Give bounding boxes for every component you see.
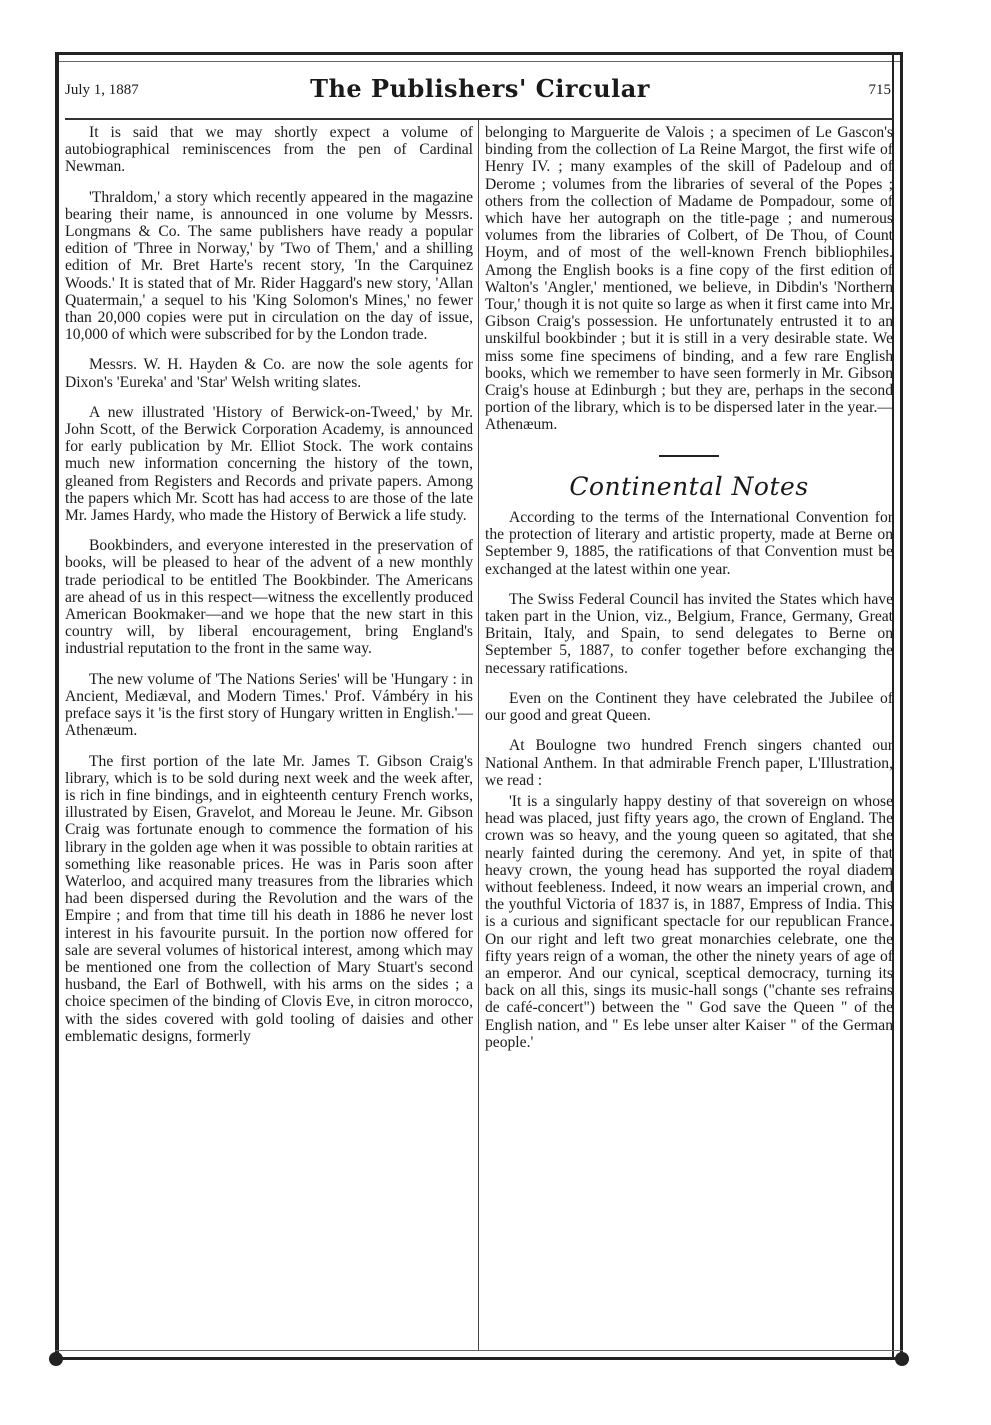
paragraph-continuation: belonging to Marguerite de Valois ; a specimen of Le Gascon's binding from the collection of La Reine Margot, the first wife of Henry IV. ; many examples of the skill of Padeloup and of Derome ; volumes from the libraries of several of the Popes ; others from the collection of Madame de Pompadour, some of which have her autograph on the title-page ; and numerous volumes from the libraries of Colbert, of De Thou, of Count Hoym, and of most of the well-known French bibliophiles. Among the English books is a fine copy of the first edition of Walton's 'Angler,' mentioned, we believe, in Dibdin's 'Northern Tour,' though it is not quite so large as when it first came into Mr. Gibson Craig's possession. He unfortunately entrusted it to an unskilful bookbinder ; but it is still in a very desirable state. We miss some fine specimens of binding, and a few rare English books, which we remember to have seen formerly in Mr. Gibson Craig's house at Edinburgh ; but they are, perhaps in the second portion of the library, which is to be dispersed later in the year.—Athenæum. bbox=[485, 124, 893, 434]
quoted-paragraph: 'It is a singularly happy destiny of that sovereign on whose head was placed, just fifty years ago, the crown of England. The crown was so heavy, and the young queen so agitated, that she nearly fainted during the ceremony. And yet, in spite of that heavy crown, the young head has supported the royal diadem without feebleness. Indeed, it now wears an imperial crown, and the youthful Victoria of 1837 is, in 1887, Empress of India. This is a curious and significant spectacle for our republican France. On our right and left two great monarchies celebrate, one the fifty years reign of a woman, the other the ninety years of age of an emperor. And our cynical, sceptical democracy, turning its back on all this, sings its music-hall songs ("chante ses refrains de café-concert") between the " God save the Queen " of the English nation, and " Es lebe unser alter Kaiser " of the German people.' bbox=[485, 792, 893, 1051]
right-column bbox=[485, 124, 893, 1051]
paragraph: 'Thraldom,' a story which recently appeared in the magazine bearing their name, is announced in one volume by Messrs. Longmans & Co. The same publishers have ready a popular edition of 'Three in Norway,' by 'Two of Them,' and a shilling edition of Mr. Bret Harte's recent story, 'In the Carquinez Woods.' It is stated that of Mr. Rider Haggard's new story, 'Allan Quatermain,' a sequel to his 'King Solomon's Mines,' no fewer than 20,000 copies were put in circulation on the day of issue, 10,000 of which were subscribed for by the London trade. bbox=[65, 188, 473, 344]
top-border-rule bbox=[55, 52, 903, 62]
page-frame bbox=[55, 52, 903, 1360]
paragraph: At Boulogne two hundred French singers chanted our National Anthem. In that admirable French paper, L'Illustration, we read : bbox=[485, 737, 893, 789]
paragraph: According to the terms of the International Convention for the protection of literary and artistic property, made at Berne on September 9, 1885, the ratifications of that Convention must be exchanged at the latest within one year. bbox=[485, 509, 893, 578]
right-border-rule bbox=[892, 52, 903, 1360]
header-rule bbox=[65, 118, 893, 120]
paragraph: A new illustrated 'History of Berwick-on-Tweed,' by Mr. John Scott, of the Berwick Corporation Academy, is announced for early publication by Mr. Elliot Stock. The work contains much new information concerning the history of the town, gleaned from Registers and Records and private papers. Among the papers which Mr. Scott has had access to are those of the late Mr. James Hardy, who made the History of Berwick a life study. bbox=[65, 403, 473, 525]
left-border-rule bbox=[55, 52, 59, 1360]
bottom-border-rule bbox=[55, 1350, 903, 1360]
issue-date: July 1, 1887 bbox=[65, 82, 139, 98]
paragraph: Messrs. W. H. Hayden & Co. are now the sole agents for Dixon's 'Eureka' and 'Star' Welsh writing slates. bbox=[65, 356, 473, 391]
paragraph: The new volume of 'The Nations Series' will be 'Hungary : in Ancient, Mediæval, and Modern Times.' Prof. Vámbéry in his preface says it 'is the first story of Hungary written in English.'—Athenæum. bbox=[65, 670, 473, 740]
corner-ornament-icon bbox=[895, 1352, 909, 1366]
publication-title: The Publishers' Circular bbox=[310, 74, 650, 103]
paragraph: Bookbinders, and everyone interested in the preservation of books, will be pleased to hear of the advent of a new monthly trade periodical to be entitled The Bookbinder. The Americans are ahead of us in this respect—witness the excellently produced American Bookmaker—and we hope that the new start in this country will, by liberal encouragement, bring England's industrial reputation to the front in the same way. bbox=[65, 537, 473, 658]
paragraph: The Swiss Federal Council has invited the States which have taken part in the Union, viz., Belgium, France, Germany, Great Britain, Italy, and Spain, to send delegates to Berne on September 5, 1887, to confer together before exchanging the necessary ratifications. bbox=[485, 590, 893, 677]
page-number: 715 bbox=[868, 82, 891, 98]
corner-ornament-icon bbox=[49, 1352, 63, 1366]
left-column bbox=[65, 124, 473, 1058]
page-header bbox=[65, 74, 895, 104]
section-heading: Continental Notes bbox=[569, 471, 809, 501]
paragraph: The first portion of the late Mr. James T. Gibson Craig's library, which is to be sold during next week and the week after, is rich in fine bindings, and in eighteenth century French works, illustrated by Eisen, Gravelot, and Moreau le Jeune. Mr. Gibson Craig was fortunate enough to commence the formation of his library in the golden age when it was possible to obtain rarities at something like reasonable prices. He was in Paris soon after Waterloo, and acquired many treasures from the libraries which had been dispersed during the Revolution and the wars of the Empire ; and from that time till his death in 1886 he never lost interest in his favourite pursuit. In the portion now offered for sale are several volumes of historical interest, among which may be mentioned one from the collection of Mary Stuart's second husband, the Earl of Bothwell, with his arms on the sides ; a choice specimen of the binding of Clovis Eve, in citron morocco, with the sides covered with gold tooling of daisies and other emblematic designs, formerly bbox=[65, 752, 473, 1045]
section-divider-ornament bbox=[485, 447, 893, 464]
paragraph: It is said that we may shortly expect a volume of autobiographical reminiscences from the pen of Cardinal Newman. bbox=[65, 124, 473, 176]
column-divider bbox=[478, 120, 479, 1350]
paragraph: Even on the Continent they have celebrated the Jubilee of our good and great Queen. bbox=[485, 689, 893, 725]
